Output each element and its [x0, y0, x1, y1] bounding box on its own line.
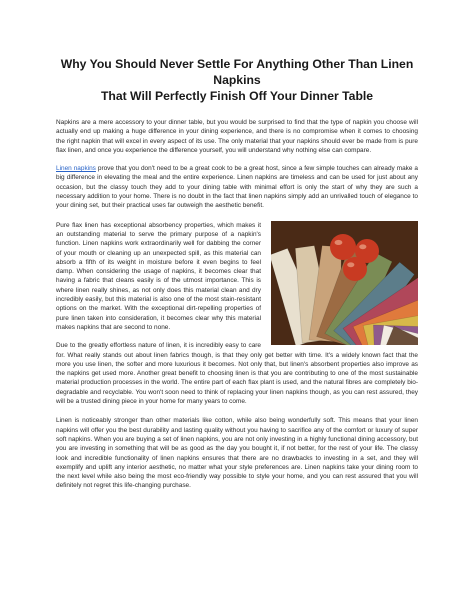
paragraph-strength: Linen is noticeably stronger than other materials like cotton, while also being wonderfully soft. This means that your linen napkins will offer you the best durability and lasting quality without you having to sacrifice any of the comfort or luxury of super soft napkins. When you are buying a set of linen napkins, you are not only investing in a highly functional dining accessory, but you are investing in something that will be as good as the day you bought it, if not better, for the rest of your life. The classy look and incredible functionality of linen napkins ensures that there are no drawbacks to investing in a set, and they will exemplify and uplift any interior aesthetic, no matter what your style preferences are. Linen napkins take your dining room to the next level while also being the most eco-friendly way possible to style your home, and you can rest assured that you will definitely not regret this life-changing purchase. [56, 417, 418, 490]
apple-highlight [347, 262, 354, 267]
apple-highlight [335, 240, 343, 245]
absorbency-section [56, 221, 418, 333]
article-title-line-2: That Will Perfectly Finish Off Your Dinner Table [100, 89, 374, 103]
paragraph-linen-napkins [56, 164, 418, 210]
linen-napkins-link[interactable]: Linen napkins [56, 165, 96, 173]
apple [343, 257, 367, 281]
paragraph-linen-napkins-text: prove that you don't need to be a great cook to be a great host, since a few simple touches can already make a big difference in elevating the meal and the entire experience. Linen napkins are timeless and can be used for just about any occasion, but the classy touch they add to your dining table with minimal effort is only the start of why they are such a necessary addition to your home. There is no doubt in the fact that linen napkins simply add an unrivalled touch of elegance to your dining set, but their practical uses far outweigh the aesthetic benefit. [56, 165, 418, 210]
linen-napkins-photo [271, 221, 418, 345]
apple [330, 234, 356, 260]
paragraph-absorbency: Pure flax linen has exceptional absorbency properties, which makes it an outstanding material to serve the primary purpose of a napkin's function. Linen napkins work extraordinarily well for dabbing the corner of your mouth or cleaning up an unexpected spill, as this material can absorb a fifth of its weight in moisture before it even begins to feel damp. When considering the usage of napkins, it becomes clear that having a fabric that cleans easily is of the utmost importance. This is where linen really shines, as not only does this material clean and dry incredibly easily, but this material is also one of the most stain-resistant options on the market. With the exceptional dirt-repelling properties of pure linen taken into consideration, it becomes clear why this material makes napkins that are second to none. [56, 221, 261, 331]
paragraph-intro: Napkins are a mere accessory to your dinner table, but you would be surprised to find that the type of napkin you choose will actually end up making a huge difference in your dining experience, and there is no compromise when it comes to choosing the right napkin that will excel in every aspect of its use. The only material that your napkins should ever be made from is pure flax linen, and once you experience the difference yourself, you will understand why nothing else can compare. [56, 119, 418, 154]
article-title [56, 0, 418, 104]
linen-napkins-apples-photo-icon [271, 221, 418, 345]
paragraph-care: Due to the greatly effortless nature of linen, it is incredibly easy to care for. What really stands out about linen fabrics though, is that they only get better with time. It's a widely known fact that the more you use linen, the softer and more luxurious it becomes. Not only that, but linen's absorbent properties also improve as the napkins get used more. Another great benefit to choosing linen is that you are contributing to one of the most sustainable material production processes in the world. The entire part of each flax plant is used, and the natural fibres are completely bio-degradable and recyclable. You won't soon need to think of replacing your linen napkins though, as you can rest assured, they will be a trusted dining piece in your home for many years to come. [56, 342, 418, 406]
apple-highlight [359, 244, 366, 249]
article-title-line-1: Why You Should Never Settle For Anything Other Than Linen Napkins [60, 57, 414, 87]
